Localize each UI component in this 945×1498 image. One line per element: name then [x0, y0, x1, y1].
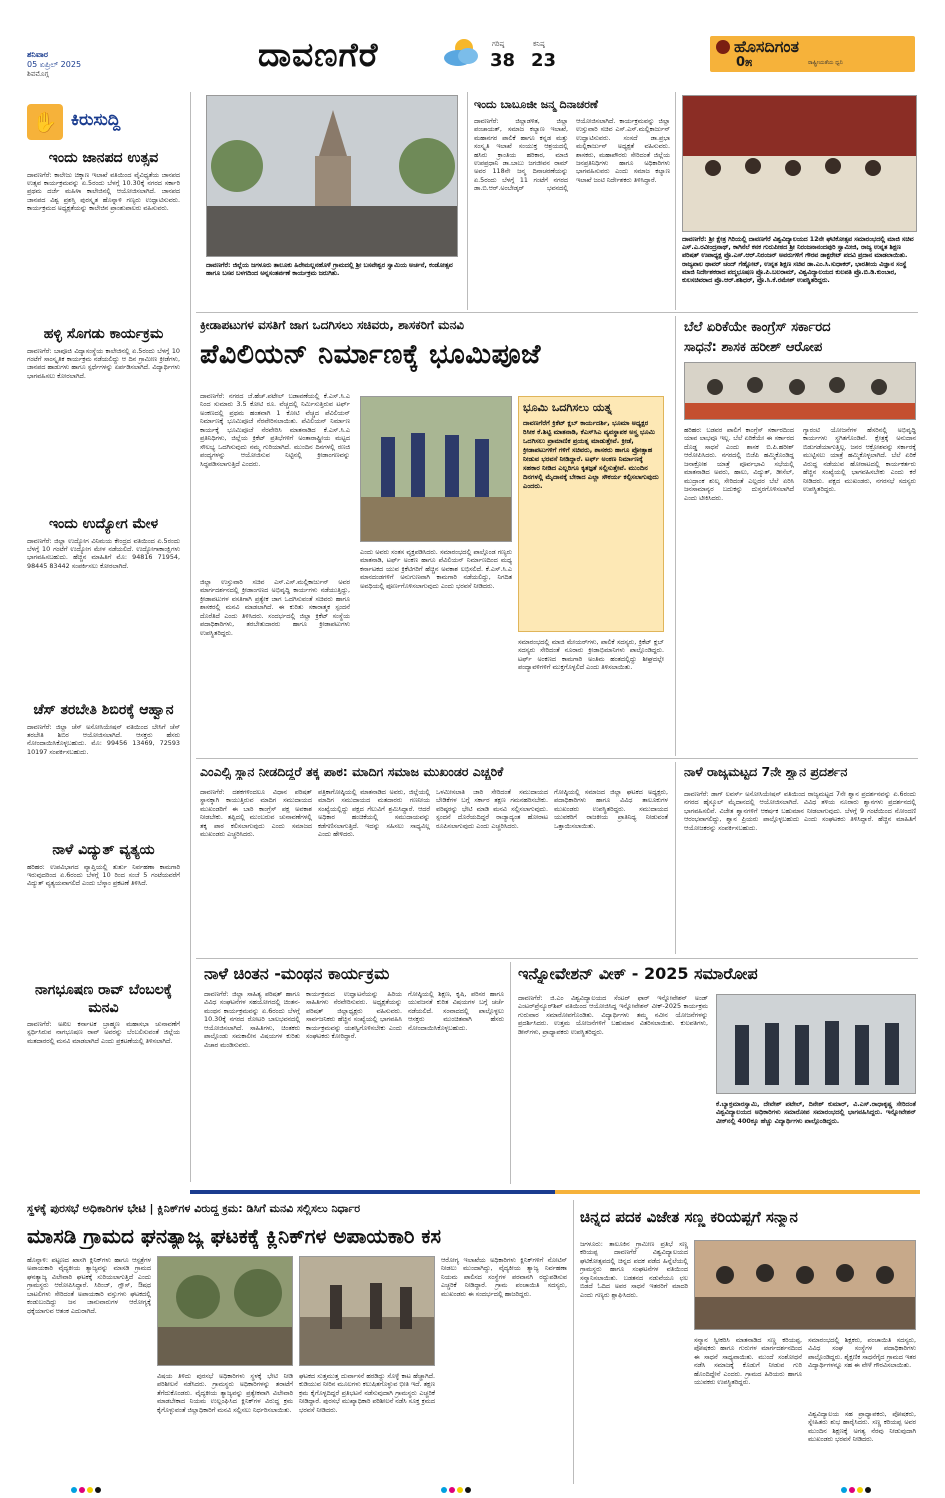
brief-item — [27, 982, 180, 1152]
min-temp-label: ಕನಿಷ್ಠ — [533, 40, 545, 48]
lead-kicker: ಕ್ರೀಡಾಪಟುಗಳ ವಸತಿಗೆ ಜಾಗ ಒದಗಿಸಲು ಸಚಿವರು, ಶಾಸಕರಿಗೆ ಮನವಿ — [200, 318, 464, 332]
bottom-right-col-1: ಜಗಳೂರು: ತಾಲೂಕಿನ ಗ್ರಾಮೀಣ ಪ್ರತಿಭೆ ಸಣ್ಣ ಕರಿಯಪ್ಪ ದಾವಣಗೆರೆ ವಿಶ್ವವಿದ್ಯಾಲಯದ ಘಟಿಕೋತ್ಸವದಲ್ಲಿ ಚಿನ್ನದ ಪದಕ ಪಡೆದ ಹಿನ್ನೆಲೆಯಲ್ಲಿ ಗ್ರಾಮಸ್ಥರು ಹಾಗೂ ಸಂಘಟನೆಗಳ ವತಿಯಿಂದ ಸನ್ಮಾನಿಸಲಾಯಿತು. ಬಡತನದ ನಡುವೆಯೂ ಛಲ ಬಿಡದೆ ಓದಿದ ಅವರ ಸಾಧನೆ ಇತರರಿಗೆ ಮಾದರಿ ಎಂದು ಗಣ್ಯರು ಶ್ಲಾಘಿಸಿದರು. — [580, 1240, 688, 1299]
temple-photo — [206, 95, 458, 257]
chintana-col-2: ಕಾರ್ಯಕ್ರಮದ ಉದ್ಘಾಟನೆಯನ್ನು ಹಿರಿಯ ಸಾಹಿತಿಗಳು ನೆರವೇರಿಸುವರು. ಅಧ್ಯಕ್ಷತೆಯನ್ನು ಪರಿಷತ್ ಜಿಲ್ಲಾಧ್ಯಕ್ಷರು ವಹಿಸುವರು. ಸಾರ್ವಜನಿಕರು ಹೆಚ್ಚಿನ ಸಂಖ್ಯೆಯಲ್ಲಿ ಭಾಗವಹಿಸಿ ಕಾರ್ಯಕ್ರಮವನ್ನು ಯಶಸ್ವಿಗೊಳಿಸಬೇಕು ಎಂದು ಸಂಘಟಕರು ಕೋರಿದ್ದಾರೆ. — [306, 990, 402, 1041]
registration-dots-right — [840, 1487, 872, 1496]
bottom-left-col-4: ಆರೋಗ್ಯ ಇಲಾಖೆಯ ಅಧಿಕಾರಿಗಳು ಕ್ಲಿನಿಕ್‌ಗಳಿಗೆ ನೋಟಿಸ್ ನೀಡಲು ಮುಂದಾಗಿದ್ದು, ವೈದ್ಯಕೀಯ ತ್ಯಾಜ್ಯ ನಿರ್ವಹಣಾ ನಿಯಮ ಪಾಲಿಸದ ಸಂಸ್ಥೆಗಳ ಪರವಾನಗಿ ರದ್ದುಪಡಿಸುವ ಎಚ್ಚರಿಕೆ ನೀಡಿದ್ದಾರೆ. ಗ್ರಾಮ ಪಂಚಾಯಿತಿ ಸದಸ್ಯರು, ಮುಖಂಡರು ಈ ಸಂದರ್ಭದಲ್ಲಿ ಹಾಜರಿದ್ದರು. — [441, 1256, 567, 1298]
bottom-left-col-2: ವಿಷಯ ತಿಳಿದು ಪುರಸಭೆ ಅಧಿಕಾರಿಗಳು ಸ್ಥಳಕ್ಕೆ ಭೇಟಿ ನೀಡಿ ಪರಿಶೀಲನೆ ನಡೆಸಿದರು. ಗ್ರಾಮಸ್ಥರು ಅಧಿಕಾರಿಗಳನ್ನು ತರಾಟೆಗೆ ತೆಗೆದುಕೊಂಡರು. ವೈದ್ಯಕೀಯ ತ್ಯಾಜ್ಯವನ್ನು ಪ್ರತ್ಯೇಕವಾಗಿ ವಿಲೇವಾರಿ ಮಾಡಬೇಕಾದ ನಿಯಮ ಉಲ್ಲಂಘಿಸಿದ ಕ್ಲಿನಿಕ್‌ಗಳ ವಿರುದ್ಧ ಕ್ರಮ ಕೈಗೊಳ್ಳುವಂತೆ ಜಿಲ್ಲಾಧಿಕಾರಿಗೆ ಮನವಿ ಸಲ್ಲಿಸಲು ನಿರ್ಧರಿಸಲಾಯಿತು. — [157, 1372, 293, 1414]
bottom-left-col-3: ಘಟಕದ ಸುತ್ತಮುತ್ತ ದುರ್ವಾಸನೆ ಹರಡಿದ್ದು ಸೊಳ್ಳೆ ಕಾಟ ಹೆಚ್ಚಾಗಿದೆ. ಕುಡಿಯುವ ನೀರಿನ ಮೂಲಗಳು ಕಲುಷಿತಗೊಳ್ಳುವ ಭೀತಿ ಇದೆ. ತಕ್ಷಣ ಕ್ರಮ ಕೈಗೊಳ್ಳದಿದ್ದರೆ ಪ್ರತಿಭಟನೆ ನಡೆಸುವುದಾಗಿ ಗ್ರಾಮಸ್ಥರು ಎಚ್ಚರಿಕೆ ನೀಡಿದ್ದಾರೆ. ಪುರಸಭೆ ಮುಖ್ಯಾಧಿಕಾರಿ ಪರಿಶೀಲನೆ ನಡೆಸಿ ಸೂಕ್ತ ಕ್ರಮದ ಭರವಸೆ ನೀಡಿದರು. — [299, 1372, 435, 1414]
row-divider — [196, 758, 918, 759]
max-temp-label: ಗರಿಷ್ಠ — [492, 40, 505, 48]
column-divider — [675, 92, 676, 310]
madiga-col-3: ಒಳಮೀಸಲಾತಿ ಜಾರಿ ಸೇರಿದಂತೆ ಸಮುದಾಯದ ಬೇಡಿಕೆಗಳ ಬಗ್ಗೆ ಸರ್ಕಾರ ತಕ್ಷಣ ಗಮನಹರಿಸಬೇಕು. ವರಿಷ್ಠರನ್ನು ಭೇಟಿ ಮಾಡಿ ಮನವಿ ಸಲ್ಲಿಸಲಾಗುವುದು. ಸ್ಪಂದನೆ ದೊರೆಯದಿದ್ದರೆ ರಾಜ್ಯಾದ್ಯಂತ ಹೋರಾಟ ರೂಪಿಸಲಾಗುವುದು ಎಂದು ಎಚ್ಚರಿಸಿದರು. — [436, 788, 548, 830]
bottom-left-kicker: ಸ್ಥಳಕ್ಕೆ ಪುರಸಭೆ ಅಧಿಕಾರಿಗಳ ಭೇಟಿ | ಕ್ಲಿನಿಕ್‌ಗಳ ವಿರುದ್ಧ ಕ್ರಮ: ಡಿಸಿಗೆ ಮನವಿ ಸಲ್ಲಿಸಲು ನಿರ್ಧಾರ — [27, 1202, 361, 1215]
madiga-headline: ಎಂಎಲ್ಸಿ ಸ್ಥಾನ ನೀಡದಿದ್ದರೆ ತಕ್ಕ ಪಾಠ: ಮಾದಿಗ ಸಮಾಜ ಮುಖಂಡರ ಎಚ್ಚರಿಕೆ — [200, 764, 504, 779]
paper-tag: ರಾಷ್ಟ್ರೀಯತೆಯ ಧ್ವನಿ — [808, 60, 843, 66]
dog-show-text: ದಾವಣಗೆರೆ: ಡಾಗ್ ಲವರ್ಸ್ ಅಸೋಸಿಯೇಷನ್ ವತಿಯಿಂದ ರಾಜ್ಯಮಟ್ಟದ 7ನೇ ಶ್ವಾನ ಪ್ರದರ್ಶನವನ್ನು ಏ.6ರಂದು ನಗರದ ಹೈಸ್ಕೂಲ್ ಮೈದಾನದಲ್ಲಿ ಆಯೋಜಿಸಲಾಗಿದೆ. ವಿವಿಧ ತಳಿಯ ನೂರಾರು ಶ್ವಾನಗಳು ಪ್ರದರ್ಶನದಲ್ಲಿ ಭಾಗವಹಿಸಲಿವೆ. ವಿಜೇತ ಶ್ವಾನಗಳಿಗೆ ಆಕರ್ಷಕ ಬಹುಮಾನ ನೀಡಲಾಗುವುದು. ಬೆಳಗ್ಗೆ 9 ಗಂಟೆಯಿಂದ ನೋಂದಣಿ ಆರಂಭವಾಗಲಿದ್ದು, ಶ್ವಾನ ಪ್ರಿಯರು ಪಾಲ್ಗೊಳ್ಳಬಹುದು ಎಂದು ಸಂಘಟಕರು ತಿಳಿಸಿದ್ದಾರೆ. ಹೆಚ್ಚಿನ ಮಾಹಿತಿಗೆ ಆಯೋಜಕರನ್ನು ಸಂಪರ್ಕಿಸಬಹುದು. — [684, 790, 916, 832]
dog-show-headline: ನಾಳೆ ರಾಜ್ಯಮಟ್ಟದ 7ನೇ ಶ್ವಾನ ಪ್ರದರ್ಶನ — [684, 764, 848, 779]
brief-title: ನಾಳೆ ವಿದ್ಯುತ್ ವ್ಯತ್ಯಯ — [52, 842, 155, 858]
brief-title: ಇಂದು ಜಾನಪದ ಉತ್ಸವ — [48, 150, 159, 166]
waste-photo-2 — [299, 1256, 435, 1366]
temple-photo-caption: ದಾವಣಗೆರೆ: ಜಿಲ್ಲೆಯ ಜಗಳೂರು ತಾಲೂಕು ಹಿರೇಮಲ್ಲನಹೊಳೆ ಗ್ರಾಮದಲ್ಲಿ ಶ್ರೀ ಬಸವೇಶ್ವರ ಸ್ವಾಮಿಯ ಅರ್ಚನೆ, ಕಂಡೋತ್ಸವ ಹಾಗೂ ಬಸವ ಬಳಗದಿಂದ ಅನ್ನಸಂತರ್ಪಣೆ ಕಾರ್ಯಕ್ರಮ ಜರುಗಿತು. — [206, 262, 453, 278]
column-divider — [573, 1200, 574, 1484]
bjp-headline-2: ಸಾಧನೆ: ಶಾಸಕ ಹರೀಶ್ ಆರೋಪ — [684, 340, 823, 355]
column-divider — [190, 92, 191, 1182]
column-divider — [675, 762, 676, 954]
convocation-photo — [682, 95, 917, 232]
innovation-photo — [716, 994, 916, 1094]
madiga-col-2: ಪತ್ರಿಕಾಗೋಷ್ಠಿಯಲ್ಲಿ ಮಾತನಾಡಿದ ಅವರು, ಜಿಲ್ಲೆಯಲ್ಲಿ ಮಾದಿಗ ಸಮುದಾಯದ ಮತದಾರರು ಗಣನೀಯ ಸಂಖ್ಯೆಯಲ್ಲಿದ್ದು ಪಕ್ಷದ ಗೆಲುವಿಗೆ ಶ್ರಮಿಸಿದ್ದಾರೆ. ಆದರೆ ಅಧಿಕಾರ ಹಂಚಿಕೆಯಲ್ಲಿ ಸಮುದಾಯವನ್ನು ಕಡೆಗಣಿಸಲಾಗುತ್ತಿದೆ. ಇದನ್ನು ಸಹಿಸಲು ಸಾಧ್ಯವಿಲ್ಲ ಎಂದು ಹೇಳಿದರು. — [318, 788, 430, 839]
story-jagjivan-title: ಇಂದು ಬಾಬೂಜೀ ಜನ್ಮ ದಿನಾಚರಣೆ — [474, 98, 598, 111]
brief-title: ನಾಗಭೂಷಣ ರಾವ್ ಬೆಂಬಲಕ್ಕೆ ಮನವಿ — [35, 982, 172, 1016]
column-divider — [467, 92, 468, 310]
bjp-col-1: ಹರಿಹರ: ಬಡವರ ಪಾಲಿಗೆ ಕಾಂಗ್ರೆಸ್ ಸರ್ಕಾರದಿಂದ ಯಾವ ಲಾಭವೂ ಇಲ್ಲ. ಬೆಲೆ ಏರಿಕೆಯೇ ಈ ಸರ್ಕಾರದ ದೊಡ್ಡ ಸಾಧನೆ ಎಂದು ಶಾಸಕ ಬಿ.ಪಿ.ಹರೀಶ್ ಆರೋಪಿಸಿದರು. ನಗರದಲ್ಲಿ ಬಿಜೆಪಿ ಹಮ್ಮಿಕೊಂಡಿದ್ದ ಜನಾಕ್ರೋಶ ಯಾತ್ರೆ ಪೂರ್ವಭಾವಿ ಸಭೆಯಲ್ಲಿ ಮಾತನಾಡಿದ ಅವರು, ಹಾಲು, ವಿದ್ಯುತ್, ಡೀಸೆಲ್, ಮುದ್ರಾಂಕ ಶುಲ್ಕ ಸೇರಿದಂತೆ ಎಲ್ಲದರ ಬೆಲೆ ಏರಿಸಿ ಜನಸಾಮಾನ್ಯರ ಬದುಕನ್ನು ದುಸ್ತರಗೊಳಿಸಲಾಗಿದೆ ಎಂದು ಟೀಕಿಸಿದರು. — [684, 426, 794, 502]
brief-text: ಹರಿಹರ: ಉಪವಿಭಾಗದ ವ್ಯಾಪ್ತಿಯಲ್ಲಿ ತುರ್ತು ನಿರ್ವಹಣಾ ಕಾಮಗಾರಿ ಇರುವುದರಿಂದ ಏ.6ರಂದು ಬೆಳಗ್ಗೆ 10 ರಿಂದ ಸಂಜೆ 5 ಗಂಟೆಯವರೆಗೆ ವಿದ್ಯುತ್ ವ್ಯತ್ಯಯವಾಗಲಿದೆ ಎಂದು ಬೆಸ್ಕಾಂ ಪ್ರಕಟಣೆ ತಿಳಿಸಿದೆ. — [27, 862, 180, 888]
bjp-col-2: ಗ್ಯಾರಂಟಿ ಯೋಜನೆಗಳ ಹೆಸರಿನಲ್ಲಿ ಅಭಿವೃದ್ಧಿ ಕಾರ್ಯಗಳು ಸ್ಥಗಿತಗೊಂಡಿವೆ. ಕ್ಷೇತ್ರಕ್ಕೆ ಅನುದಾನ ಬಿಡುಗಡೆಯಾಗುತ್ತಿಲ್ಲ. ಜನರ ಆಕ್ರೋಶವನ್ನು ಸರ್ಕಾರಕ್ಕೆ ಮುಟ್ಟಿಸಲು ಯಾತ್ರೆ ಹಮ್ಮಿಕೊಳ್ಳಲಾಗಿದೆ. ಬೆಲೆ ಏರಿಕೆ ವಿರುದ್ಧ ನಡೆಯುವ ಹೋರಾಟದಲ್ಲಿ ಕಾರ್ಯಕರ್ತರು ಹೆಚ್ಚಿನ ಸಂಖ್ಯೆಯಲ್ಲಿ ಭಾಗವಹಿಸಬೇಕು ಎಂದು ಕರೆ ನೀಡಿದರು. ಪಕ್ಷದ ಮುಖಂಡರು, ನಗರಸಭೆ ಸದಸ್ಯರು ಉಪಸ್ಥಿತರಿದ್ದರು. — [803, 426, 916, 494]
page-number: 0೫ — [736, 55, 753, 70]
row-divider — [196, 958, 918, 959]
bhoomi-pooja-photo — [360, 396, 512, 542]
brief-item — [27, 702, 180, 842]
paper-name: ಹೊಸದಿಗಂತ — [734, 37, 799, 56]
brief-text: ದಾವಣಗೆರೆ: ಜಿಲ್ಲಾ ಚೆಸ್ ಅಸೋಸಿಯೇಷನ್ ವತಿಯಿಂದ ಬೇಸಿಗೆ ಚೆಸ್ ತರಬೇತಿ ಶಿಬಿರ ಆಯೋಜಿಸಲಾಗಿದೆ. ಆಸಕ್ತರು ಹೆಸರು ನೋಂದಾಯಿಸಿಕೊಳ್ಳಬಹುದು. ಮೊ: 99456 13469, 72593 10197 ಸಂಪರ್ಕಿಸಬಹುದು. — [27, 722, 180, 756]
bottom-right-headline: ಚಿನ್ನದ ಪದಕ ವಿಜೇತ ಸಣ್ಣ ಕರಿಯಪ್ಪಗೆ ಸನ್ಮಾನ — [580, 1208, 798, 1226]
bottom-right-col-3: ಸಮಾರಂಭದಲ್ಲಿ ಶಿಕ್ಷಕರು, ಪಂಚಾಯಿತಿ ಸದಸ್ಯರು, ವಿವಿಧ ಸಂಘ ಸಂಸ್ಥೆಗಳ ಪದಾಧಿಕಾರಿಗಳು ಪಾಲ್ಗೊಂಡಿದ್ದರು. ಶೈಕ್ಷಣಿಕ ಸಾಧನೆಗೈದ ಗ್ರಾಮದ ಇತರ ವಿದ್ಯಾರ್ಥಿಗಳನ್ನೂ ಸಹ ಈ ವೇಳೆ ಗೌರವಿಸಲಾಯಿತು. — [808, 1336, 916, 1370]
lead-col-2: ಜಿಲ್ಲಾ ಉಸ್ತುವಾರಿ ಸಚಿವ ಎಸ್.ಎಸ್.ಮಲ್ಲಿಕಾರ್ಜುನ್ ಅವರ ಮಾರ್ಗದರ್ಶನದಲ್ಲಿ ಕ್ರೀಡಾಂಗಣದ ಅಭಿವೃದ್ಧಿ ಕಾರ್ಯಗಳು ನಡೆಯುತ್ತಿದ್ದು, ಕ್ರೀಡಾಪಟುಗಳ ವಸತಿಗಾಗಿ ಪ್ರತ್ಯೇಕ ಜಾಗ ಒದಗಿಸುವಂತೆ ಸಚಿವರು ಹಾಗೂ ಶಾಸಕರಲ್ಲಿ ಮನವಿ ಮಾಡಲಾಗಿದೆ. ಈ ಕುರಿತು ಸಕಾರಾತ್ಮಕ ಸ್ಪಂದನೆ ದೊರೆತಿದೆ ಎಂದು ತಿಳಿಸಿದರು. ಸಂದರ್ಭದಲ್ಲಿ ಜಿಲ್ಲಾ ಕ್ರಿಕೆಟ್ ಸಂಸ್ಥೆಯ ಪದಾಧಿಕಾರಿಗಳು, ತರಬೇತುದಾರರು ಹಾಗೂ ಕ್ರೀಡಾಪಟುಗಳು ಉಪಸ್ಥಿತರಿದ್ದರು. — [200, 578, 350, 637]
madiga-col-1: ದಾವಣಗೆರೆ: ದಶಕಗಳಿಂದಲೂ ವಿಧಾನ ಪರಿಷತ್ ಸ್ಥಾನಕ್ಕಾಗಿ ಕಾಯುತ್ತಿರುವ ಮಾದಿಗ ಸಮುದಾಯದ ಮುಖಂಡರಿಗೆ ಈ ಬಾರಿ ಕಾಂಗ್ರೆಸ್ ಪಕ್ಷ ಅವಕಾಶ ನೀಡಬೇಕು. ತಪ್ಪಿದಲ್ಲಿ ಮುಂಬರುವ ಚುನಾವಣೆಗಳಲ್ಲಿ ತಕ್ಕ ಪಾಠ ಕಲಿಸಲಾಗುವುದು ಎಂದು ಸಮಾಜದ ಮುಖಂಡರು ಎಚ್ಚರಿಸಿದರು. — [200, 788, 312, 839]
lead-sidebar-box — [518, 396, 664, 632]
innovation-headline: ಇನ್ನೋವೇಶನ್ ವೀಕ್ - 2025 ಸಮಾರೋಪ — [518, 964, 758, 983]
brief-text: ದಾವಣಗೆರೆ: ಬಾಪೂಜಿ ವಿದ್ಯಾಸಂಸ್ಥೆಯ ಕಾಲೇಜಿನಲ್ಲಿ ಏ.5ರಂದು ಬೆಳಗ್ಗೆ 10 ಗಂಟೆಗೆ ಸಾಂಸ್ಕೃತಿಕ ಕಾರ್ಯಕ್ರಮ ನಡೆಯಲಿದ್ದು ಆ ದಿನ ಗ್ರಾಮೀಣ ಕ್ರೀಡೆಗಳು, ಜಾನಪದ ಹಾಡುಗಳು ಹಾಗೂ ಸ್ಪರ್ಧೆಗಳನ್ನು ಏರ್ಪಡಿಸಲಾಗಿದೆ. ವಿದ್ಯಾರ್ಥಿಗಳು ಭಾಗವಹಿಸಲು ಕೋರಲಾಗಿದೆ. — [27, 346, 180, 380]
masthead-day: ಶನಿವಾರ — [27, 50, 49, 59]
bottom-right-col-4: ವಿಶ್ವವಿದ್ಯಾಲಯ ಸಹ ಪ್ರಾಧ್ಯಾಪಕರು, ಪೋಷಕರು, ಸ್ನೇಹಿತರು ಶುಭ ಹಾರೈಸಿದರು. ಸಣ್ಣ ಕರಿಯಪ್ಪ ಅವರ ಮುಂದಿನ ಶಿಕ್ಷಣಕ್ಕೆ ಅಗತ್ಯ ನೆರವು ನೀಡುವುದಾಗಿ ಮುಖಂಡರು ಭರವಸೆ ನೀಡಿದರು. — [808, 1410, 916, 1444]
masthead-city-title: ದಾವಣಗೆರೆ — [258, 35, 379, 74]
brief-title: ಹಳ್ಳಿ ಸೊಗಡು ಕಾರ್ಯಕ್ರಮ — [43, 326, 164, 342]
convocation-caption: ದಾವಣಗೆರೆ: ಶ್ರೀ ಕ್ಷೇತ್ರ ಗಿರಿಯಲ್ಲಿ ದಾವಣಗೆರೆ ವಿಶ್ವವಿದ್ಯಾಲಯದ 12ನೇ ಘಟಿಕೋತ್ಸವ ಸಮಾರಂಭದಲ್ಲಿ ಮಾಜಿ ಸಚಿವ ಎಸ್.ಎ.ರವೀಂದ್ರನಾಥ್, ಕಾಗಿನೆಲೆ ಕನಕ ಗುರುಪೀಠದ ಶ್ರೀ ನಿರಂಜನಾನಂದಪುರಿ ಸ್ವಾಮೀಜಿ, ರಾಜ್ಯ ಉನ್ನತ ಶಿಕ್ಷಣ ಪರಿಷತ್ ಉಪಾಧ್ಯಕ್ಷ ಪ್ರೊ.ಎಸ್.ಆರ್.ನಿರಂಜನ್ ಅವರುಗಳಿಗೆ ಗೌರವ ಡಾಕ್ಟರೇಟ್ ಪದವಿ ಪ್ರದಾನ ಮಾಡಲಾಯಿತು. ರಾಜ್ಯಪಾಲ ಥಾವರ್ ಚಂದ್ ಗೆಹ್ಲೋಟ್, ಉನ್ನತ ಶಿಕ್ಷಣ ಸಚಿವ ಡಾ.ಎಂ.ಸಿ.ಸುಧಾಕರ್, ಭಾರತೀಯ ವಿಜ್ಞಾನ ಸಂಸ್ಥೆ ಮಾಜಿ ನಿರ್ದೇಶಕರಾದ ಪದ್ಮಭೂಷಣ ಪ್ರೊ.ಪಿ.ಬಲರಾಮ್, ವಿಶ್ವವಿದ್ಯಾಲಯದ ಕುಲಪತಿ ಪ್ರೊ.ಬಿ.ಡಿ.ಕುಂಬಾರ, ಕುಲಸಚಿವರಾದ ಪ್ರೊ.ಆರ್.ಶಶಿಧರ್, ಪ್ರೊ.ಸಿ.ಕೆ.ರಮೇಶ್ ಉಪಸ್ಥಿತರಿದ್ದರು. — [682, 236, 914, 284]
brief-text: ದಾವಣಗೆರೆ: ಅಖಿಲ ಕರ್ನಾಟಕ ಬ್ರಾಹ್ಮಣ ಮಹಾಸಭಾ ಚುನಾವಣೆಗೆ ಸ್ಪರ್ಧಿಸಿರುವ ನಾಗಭೂಷಣ ರಾವ್ ಅವರನ್ನು ಬೆಂಬಲಿಸುವಂತೆ ಜಿಲ್ಲೆಯ ಮತದಾರರಲ್ಲಿ ಮನವಿ ಮಾಡಲಾಗಿದೆ ಎಂದು ಪ್ರಕಟಣೆಯಲ್ಲಿ ತಿಳಿಸಲಾಗಿದೆ. — [27, 1020, 180, 1045]
brief-title: ಚೆಸ್ ತರಬೇತಿ ಶಿಬಿರಕ್ಕೆ ಆಹ್ವಾನ — [33, 702, 174, 718]
story-jagjivan — [474, 98, 670, 308]
chintana-col-3: ಗೋಷ್ಠಿಯಲ್ಲಿ ಶಿಕ್ಷಣ, ಕೃಷಿ, ಪರಿಸರ ಹಾಗೂ ಯುವಜನತೆ ಕುರಿತ ವಿಷಯಗಳ ಬಗ್ಗೆ ಚರ್ಚೆ ನಡೆಯಲಿದೆ. ಸಂವಾದದಲ್ಲಿ ಪಾಲ್ಗೊಳ್ಳಲು ಆಸಕ್ತರು ಮುಂಚಿತವಾಗಿ ಹೆಸರು ನೋಂದಾಯಿಸಿಕೊಳ್ಳಬಹುದು. — [408, 990, 504, 1032]
brief-text: ದಾವಣಗೆರೆ: ಕಾಲೇಜು ಚಿಕ್ಕಾಣ ಇಲಾಖೆ ವತಿಯಿಂದ ವೈವಿಧ್ಯತೆಯ ಜಾನಪದ ಉತ್ಸವ ಕಾರ್ಯಕ್ರಮವನ್ನು ಏ.5ರಂದು ಬೆಳಗ್ಗೆ 10.30ಕ್ಕೆ ನಗರದ ಸರ್ಕಾರಿ ಪ್ರಥಮ ದರ್ಜೆ ಮಹಿಳಾ ಕಾಲೇಜಿನಲ್ಲಿ ಆಯೋಜಿಸಲಾಗಿದೆ. ಜಾನಪದ ಜಾನಪದ ವಿಶ್ವ ಪ್ರಶಸ್ತಿ ಪುರಸ್ಕೃತ ಹೊನ್ನಾಳಿ ಗಣ್ಯರು ಉದ್ಘಾಟಿಸುವರು. ಕಾರ್ಯಕ್ರಮದ ಅಧ್ಯಕ್ಷತೆಯನ್ನು ಕಾಲೇಜಿನ ಪ್ರಾಂಶುಪಾಲರು ವಹಿಸುವರು. — [27, 170, 180, 213]
max-temp: 38 — [490, 50, 516, 71]
brief-text: ದಾವಣಗೆರೆ: ಜಿಲ್ಲಾ ಉದ್ಯೋಗ ವಿನಿಮಯ ಕೇಂದ್ರದ ವತಿಯಿಂದ ಏ.5ರಂದು ಬೆಳಗ್ಗೆ 10 ಗಂಟೆಗೆ ಉದ್ಯೋಗ ಮೇಳ ನಡೆಯಲಿದೆ. ಉದ್ಯೋಗಾಕಾಂಕ್ಷಿಗಳು ಭಾಗವಹಿಸಬಹುದು. ಹೆಚ್ಚಿನ ಮಾಹಿತಿಗೆ ಮೊ: 94816 71954, 98445 83442 ಸಂಪರ್ಕಿಸಲು ಕೋರಲಾಗಿದೆ. — [27, 536, 180, 570]
brief-item — [27, 150, 180, 326]
masthead-place: ಶಿವಮೊಗ್ಗ — [27, 70, 49, 78]
briefs-header — [27, 104, 180, 140]
weather-cloud-icon — [438, 34, 484, 70]
waste-photo-1 — [157, 1256, 293, 1366]
brief-list — [27, 150, 180, 1160]
bottom-left-headline: ಮಾಸಡಿ ಗ್ರಾಮದ ಘನತ್ಯಾಜ್ಯ ಘಟಕಕ್ಕೆ ಕ್ಲಿನಿಕ್‌ಗಳ ಅಪಾಯಕಾರಿ ಕಸ — [27, 1224, 442, 1248]
masthead-date: 05 ಏಪ್ರಿಲ್ 2025 — [27, 60, 82, 69]
brief-item — [27, 516, 180, 702]
registration-dots-center — [440, 1487, 472, 1496]
madiga-col-4: ಗೋಷ್ಠಿಯಲ್ಲಿ ಸಮಾಜದ ಜಿಲ್ಲಾ ಘಟಕದ ಅಧ್ಯಕ್ಷರು, ಪದಾಧಿಕಾರಿಗಳು ಹಾಗೂ ವಿವಿಧ ತಾಲೂಕುಗಳ ಮುಖಂಡರು ಉಪಸ್ಥಿತರಿದ್ದರು. ಸಮುದಾಯದ ಯುವಕರಿಗೆ ರಾಜಕೀಯ ಪ್ರಾತಿನಿಧ್ಯ ನೀಡುವಂತೆ ಒತ್ತಾಯಿಸಲಾಯಿತು. — [554, 788, 668, 830]
bjp-meeting-photo — [684, 362, 916, 420]
sidebar-box-title: ಭೂಮಿ ಒದಗಿಸಲು ಯತ್ನ — [523, 401, 612, 414]
bottom-right-col-2: ಸನ್ಮಾನ ಸ್ವೀಕರಿಸಿ ಮಾತನಾಡಿದ ಸಣ್ಣ ಕರಿಯಪ್ಪ, ಪೋಷಕರು ಹಾಗೂ ಗುರುಗಳ ಮಾರ್ಗದರ್ಶನದಿಂದ ಈ ಸಾಧನೆ ಸಾಧ್ಯವಾಯಿತು. ಮುಂದೆ ಸಂಶೋಧನೆ ನಡೆಸಿ ಸಮಾಜಕ್ಕೆ ಕೊಡುಗೆ ನೀಡುವ ಗುರಿ ಹೊಂದಿದ್ದೇನೆ ಎಂದರು. ಗ್ರಾಮದ ಹಿರಿಯರು ಹಾಗೂ ಯುವಕರು ಉಪಸ್ಥಿತರಿದ್ದರು. — [694, 1336, 802, 1387]
sidebar-box-text: ದಾವಣಗೆರೆಗೆ ಕ್ರಿಕೆಟ್ ಕ್ಲಬ್ ಕಾರ್ಯದರ್ಶಿ, ಭೂಮಾ ಅಧ್ಯಕ್ಷರ ರಿಸೀಕ ಕೆ.ಶಿಟ್ಟಿ ಮಾತನಾಡಿ, ಕೆಎಸ್‌ಸಿಎ ವ್ಯವಸ್ಥಾಪಕ ಅಸ್ತ್ರ ಭೂಮಿ ಒದಗಿಸಲು ಪ್ರಾಮಾಣಿಕ ಪ್ರಯತ್ನ ಮಾಡುತ್ತೇವೆ. ಕ್ರೀಡೆ, ಕ್ರೀಡಾಪಟುಗಳಿಗೆ ಗಳಿಗೆ ಸಚಿವರು, ಶಾಸಕರು ಹಾಗೂ ಪ್ರೋತ್ಸಾಹ ನೀಡುವ ಭರವಸೆ ನೀಡಿದ್ದಾರೆ. ಟರ್ಫ್ ಅಂಕಣ ನಿರ್ಮಾಣಕ್ಕೆ ಸಹಕಾರ ನೀಡಿದ ಎಲ್ಲರಿಗೂ ಕೃತಜ್ಞತೆ ಸಲ್ಲಿಸುತ್ತೇವೆ. ಮುಂದಿನ ದಿನಗಳಲ್ಲಿ ಮೈದಾನಕ್ಕೆ ಬೇಕಾದ ಎಲ್ಲಾ ಸೌಕರ್ಯ ಕಲ್ಪಿಸಲಾಗುವುದು ಎಂದರು. — [523, 418, 659, 491]
column-divider — [675, 316, 676, 756]
bjp-headline-1: ಬೆಲೆ ಏರಿಕೆಯೇ ಕಾಂಗ್ರೆಸ್ ಸರ್ಕಾರದ — [684, 320, 831, 335]
min-temp: 23 — [531, 50, 557, 71]
briefs-section-title: ಕಿರುಸುದ್ದಿ — [71, 110, 121, 130]
section-color-bar — [190, 1190, 920, 1194]
innovation-caption: ಕೆ.ಬ್ಯಾಕ್ತಮಾರಸ್ವಾಮಿ, ದೇವೇಶ್ ಪಟೇಲ್, ದಿನೇಶ್ ಕುಮಾರ್, ವಿ.ಎಸ್.ರಾಧಾಕೃಷ್ಣ ಸೇರಿದಂತೆ ವಿಶ್ವವಿದ್ಯಾಲಯದ ಅಧಿಕಾರಿಗಳು ಸಮಾರೋಪ ಸಮಾರಂಭದಲ್ಲಿ ಭಾಗವಹಿಸಿದ್ದರು. ಇನ್ನೋವೇಶನ್ ವೀಕ್‌ನಲ್ಲಿ 400ಕ್ಕೂ ಹೆಚ್ಚು ವಿದ್ಯಾರ್ಥಿಗಳು ಪಾಲ್ಗೊಂಡಿದ್ದರು. — [716, 1100, 916, 1125]
registration-dots-left — [70, 1487, 102, 1496]
paper-logo-emblem — [716, 40, 730, 54]
brief-title: ಇಂದು ಉದ್ಯೋಗ ಮೇಳ — [48, 516, 159, 532]
brief-item — [27, 326, 180, 516]
story-jagjivan-text: ದಾವಣಗೆರೆ: ಜಿಲ್ಲಾಡಳಿತ, ಜಿಲ್ಲಾ ಪಂಚಾಯತ್, ಸಮಾಜ ಕಲ್ಯಾಣ ಇಲಾಖೆ, ಮಹಾನಗರ ಪಾಲಿಕೆ ಹಾಗೂ ಕನ್ನಡ ಮತ್ತು ಸಂಸ್ಕೃತಿ ಇಲಾಖೆ ಸಂಯುಕ್ತ ಆಶ್ರಯದಲ್ಲಿ ಹಸಿರು ಕ್ರಾಂತಿಯ ಹರಿಕಾರ, ಮಾಜಿ ಉಪಪ್ರಧಾನಿ ಡಾ.ಬಾಬು ಜಗಜೀವನ ರಾಮ್ ಅವರ 118ನೇ ಜನ್ಮ ದಿನಾಚರಣೆಯನ್ನು ಏ.5ರಂದು ಬೆಳಗ್ಗೆ 11 ಗಂಟೆಗೆ ನಗರದ ಡಾ.ಬಿ.ಆರ್.ಅಂಬೇಡ್ಕರ್ ಭವನದಲ್ಲಿ ಆಯೋಜಿಸಲಾಗಿದೆ. ಕಾರ್ಯಕ್ರಮವನ್ನು ಜಿಲ್ಲಾ ಉಸ್ತುವಾರಿ ಸಚಿವ ಎಸ್.ಎಸ್.ಮಲ್ಲಿಕಾರ್ಜುನ್ ಉದ್ಘಾಟಿಸುವರು. ಸಂಸದೆ ಡಾ.ಪ್ರಭಾ ಮಲ್ಲಿಕಾರ್ಜುನ್ ಅಧ್ಯಕ್ಷತೆ ವಹಿಸುವರು. ಶಾಸಕರು, ಮಹಾಪೌರರು ಸೇರಿದಂತೆ ಜಿಲ್ಲೆಯ ಜನಪ್ರತಿನಿಧಿಗಳು ಹಾಗೂ ಅಧಿಕಾರಿಗಳು ಭಾಗವಹಿಸುವರು ಎಂದು ಸಮಾಜ ಕಲ್ಯಾಣ ಇಲಾಖೆ ಜಂಟಿ ನಿರ್ದೇಶಕರು ತಿಳಿಸಿದ್ದಾರೆ. — [474, 116, 670, 193]
hand-icon: ✋ — [27, 104, 63, 140]
lead-col-3: ಎಂದು ಅವರು ಸಂತಸ ವ್ಯಕ್ತಪಡಿಸಿದರು. ಸಮಾರಂಭದಲ್ಲಿ ಪಾಲ್ಗೊಂಡ ಗಣ್ಯರು ಮಾತನಾಡಿ, ಟರ್ಫ್ ಅಂಕಣ ಹಾಗೂ ಪೆವಿಲಿಯನ್ ನಿರ್ಮಾಣದಿಂದ ಮಧ್ಯ ಕರ್ನಾಟಕದ ಯುವ ಕ್ರಿಕೆಟಿಗರಿಗೆ ಹೆಚ್ಚಿನ ಅವಕಾಶ ಲಭಿಸಲಿದೆ. ಕೆ.ಎಸ್.ಸಿ.ಎ ಮಾನದಂಡಗಳಿಗೆ ಅನುಗುಣವಾಗಿ ಕಾಮಗಾರಿ ನಡೆಯಲಿದ್ದು, ನಿಗದಿತ ಅವಧಿಯಲ್ಲಿ ಪೂರ್ಣಗೊಳಿಸಲಾಗುವುದು ಎಂದು ಭರವಸೆ ನೀಡಿದರು. — [360, 548, 512, 590]
row-divider — [196, 312, 918, 313]
lead-headline: ಪೆವಿಲಿಯನ್ ನಿರ್ಮಾಣಕ್ಕೆ ಭೂಮಿಪೂಜೆ — [200, 339, 541, 370]
lead-col-4: ಸಮಾರಂಭದಲ್ಲಿ ಮಾಜಿ ಮೇಯರ್‌ಗಳು, ಪಾಲಿಕೆ ಸದಸ್ಯರು, ಕ್ರಿಕೆಟ್ ಕ್ಲಬ್ ಸದಸ್ಯರು ಸೇರಿದಂತೆ ನೂರಾರು ಕ್ರೀಡಾಭಿಮಾನಿಗಳು ಪಾಲ್ಗೊಂಡಿದ್ದರು. ಟರ್ಫ್ ಅಂಕಣದ ಕಾಮಗಾರಿ ಅಂತಿಮ ಹಂತದಲ್ಲಿದ್ದು ಶೀಘ್ರದಲ್ಲೇ ಪಂದ್ಯಾವಳಿಗಳಿಗೆ ಮುಕ್ತಗೊಳ್ಳಲಿದೆ ಎಂದು ತಿಳಿಸಲಾಯಿತು. — [518, 638, 664, 672]
felicitation-photo — [694, 1240, 916, 1330]
bottom-left-col-1: ಹೊನ್ನಾಳಿ: ಪಟ್ಟಣದ ಖಾಸಗಿ ಕ್ಲಿನಿಕ್‌ಗಳು ಹಾಗೂ ಆಸ್ಪತ್ರೆಗಳ ಅಪಾಯಕಾರಿ ವೈದ್ಯಕೀಯ ತ್ಯಾಜ್ಯವನ್ನು ಮಾಸಡಿ ಗ್ರಾಮದ ಘನತ್ಯಾಜ್ಯ ವಿಲೇವಾರಿ ಘಟಕಕ್ಕೆ ಸುರಿಯಲಾಗುತ್ತಿದೆ ಎಂದು ಗ್ರಾಮಸ್ಥರು ಆರೋಪಿಸಿದ್ದಾರೆ. ಸಿರಿಂಜ್, ಗ್ಲೌಸ್, ಔಷಧ ಬಾಟಲಿಗಳು ಸೇರಿದಂತೆ ಅಪಾಯಕಾರಿ ವಸ್ತುಗಳು ಘಟಕದಲ್ಲಿ ಕಂಡುಬಂದಿದ್ದು ಜನ ಜಾನುವಾರುಗಳ ಆರೋಗ್ಯಕ್ಕೆ ಧಕ್ಕೆಯಾಗುವ ಆತಂಕ ಎದುರಾಗಿದೆ. — [27, 1256, 151, 1315]
chintana-headline: ನಾಳೆ ಚಿಂತನ -ಮಂಥನ ಕಾರ್ಯಕ್ರಮ — [204, 964, 390, 983]
column-divider — [510, 962, 511, 1184]
masthead — [0, 0, 945, 80]
lead-col-1: ದಾವಣಗೆರೆ: ನಗರದ ಜೆ.ಹೆಚ್.ಪಟೇಲ್ ಬಡಾವಣೆಯಲ್ಲಿ ಕೆ.ಎಸ್.ಸಿ.ಎ ನಿಂದ ಸುಮಾರು 3.5 ಕೋಟಿ ರೂ. ವೆಚ್ಚದಲ್ಲಿ ನಿರ್ಮಿಸುತ್ತಿರುವ ಟರ್ಫ್ ಅಂಕಣದಲ್ಲಿ ಪ್ರಥಮ ಹಂತವಾಗಿ 1 ಕೋಟಿ ವೆಚ್ಚದ ಪೆವಿಲಿಯನ್ ನಿರ್ಮಾಣಕ್ಕೆ ಭೂಮಿಪೂಜೆ ನೆರವೇರಿಸಲಾಯಿತು. ಪೆವಿಲಿಯನ್ ನಿರ್ಮಾಣ ಕಾರ್ಯಕ್ಕೆ ಭೂಮಿಪೂಜೆ ನೆರವೇರಿಸಿ ಮಾತನಾಡಿದ ಕೆ.ಎಸ್.ಸಿ.ಎ ಪ್ರತಿನಿಧಿಗಳು, ಜಿಲ್ಲೆಯ ಕ್ರಿಕೆಟ್ ಪ್ರತಿಭೆಗಳಿಗೆ ಅಂತಾರಾಷ್ಟ್ರೀಯ ಮಟ್ಟದ ಸೌಲಭ್ಯ ಒದಗಿಸುವುದು ನಮ್ಮ ಗುರಿಯಾಗಿದೆ. ಮುಂದಿನ ದಿನಗಳಲ್ಲಿ ರಣಜಿ ಪಂದ್ಯಗಳನ್ನು ಆಯೋಜಿಸುವ ನಿಟ್ಟಿನಲ್ಲಿ ಕ್ರೀಡಾಂಗಣವನ್ನು ಸಿದ್ಧಪಡಿಸಲಾಗುತ್ತಿದೆ ಎಂದರು. — [200, 392, 350, 468]
chintana-col-1: ದಾವಣಗೆರೆ: ಜಿಲ್ಲಾ ಸಾಹಿತ್ಯ ಪರಿಷತ್ ಹಾಗೂ ವಿವಿಧ ಸಂಘಟನೆಗಳ ಸಹಯೋಗದಲ್ಲಿ ಚಿಂತನ-ಮಂಥನ ಕಾರ್ಯಕ್ರಮವನ್ನು ಏ.6ರಂದು ಬೆಳಗ್ಗೆ 10.30ಕ್ಕೆ ನಗರದ ರೋಟರಿ ಬಾಲಭವನದಲ್ಲಿ ಆಯೋಜಿಸಲಾಗಿದೆ. ಸಾಹಿತಿಗಳು, ಚಿಂತಕರು ಪಾಲ್ಗೊಂಡು ಸಮಕಾಲೀನ ವಿಷಯಗಳ ಕುರಿತು ವಿಚಾರ ಮಂಡಿಸುವರು. — [204, 990, 300, 1049]
innovation-text: ದಾವಣಗೆರೆ: ಜಿ.ಎಂ ವಿಶ್ವವಿದ್ಯಾಲಯದ ಸೆಂಟರ್ ಫಾರ್ ಇನ್ನೋವೇಶನ್ ಅಂಡ್ ಎಂಟರ್‌ಪ್ರೆನ್ಯೂರ್‌ಶಿಪ್ ವತಿಯಿಂದ ಆಯೋಜಿಸಿದ್ದ ಇನ್ನೋವೇಶನ್ ವೀಕ್-2025 ಕಾರ್ಯಕ್ರಮ ಗುರುವಾರ ಸಮಾರೋಪಗೊಂಡಿತು. ವಿದ್ಯಾರ್ಥಿಗಳು ತಮ್ಮ ನವೀನ ಯೋಜನೆಗಳನ್ನು ಪ್ರದರ್ಶಿಸಿದರು. ಉತ್ತಮ ಯೋಜನೆಗಳಿಗೆ ಬಹುಮಾನ ವಿತರಿಸಲಾಯಿತು. ಕುಲಪತಿಗಳು, ಡೀನ್‌ಗಳು, ಪ್ರಾಧ್ಯಾಪಕರು ಉಪಸ್ಥಿತರಿದ್ದರು. — [518, 994, 708, 1036]
brief-item — [27, 842, 180, 982]
